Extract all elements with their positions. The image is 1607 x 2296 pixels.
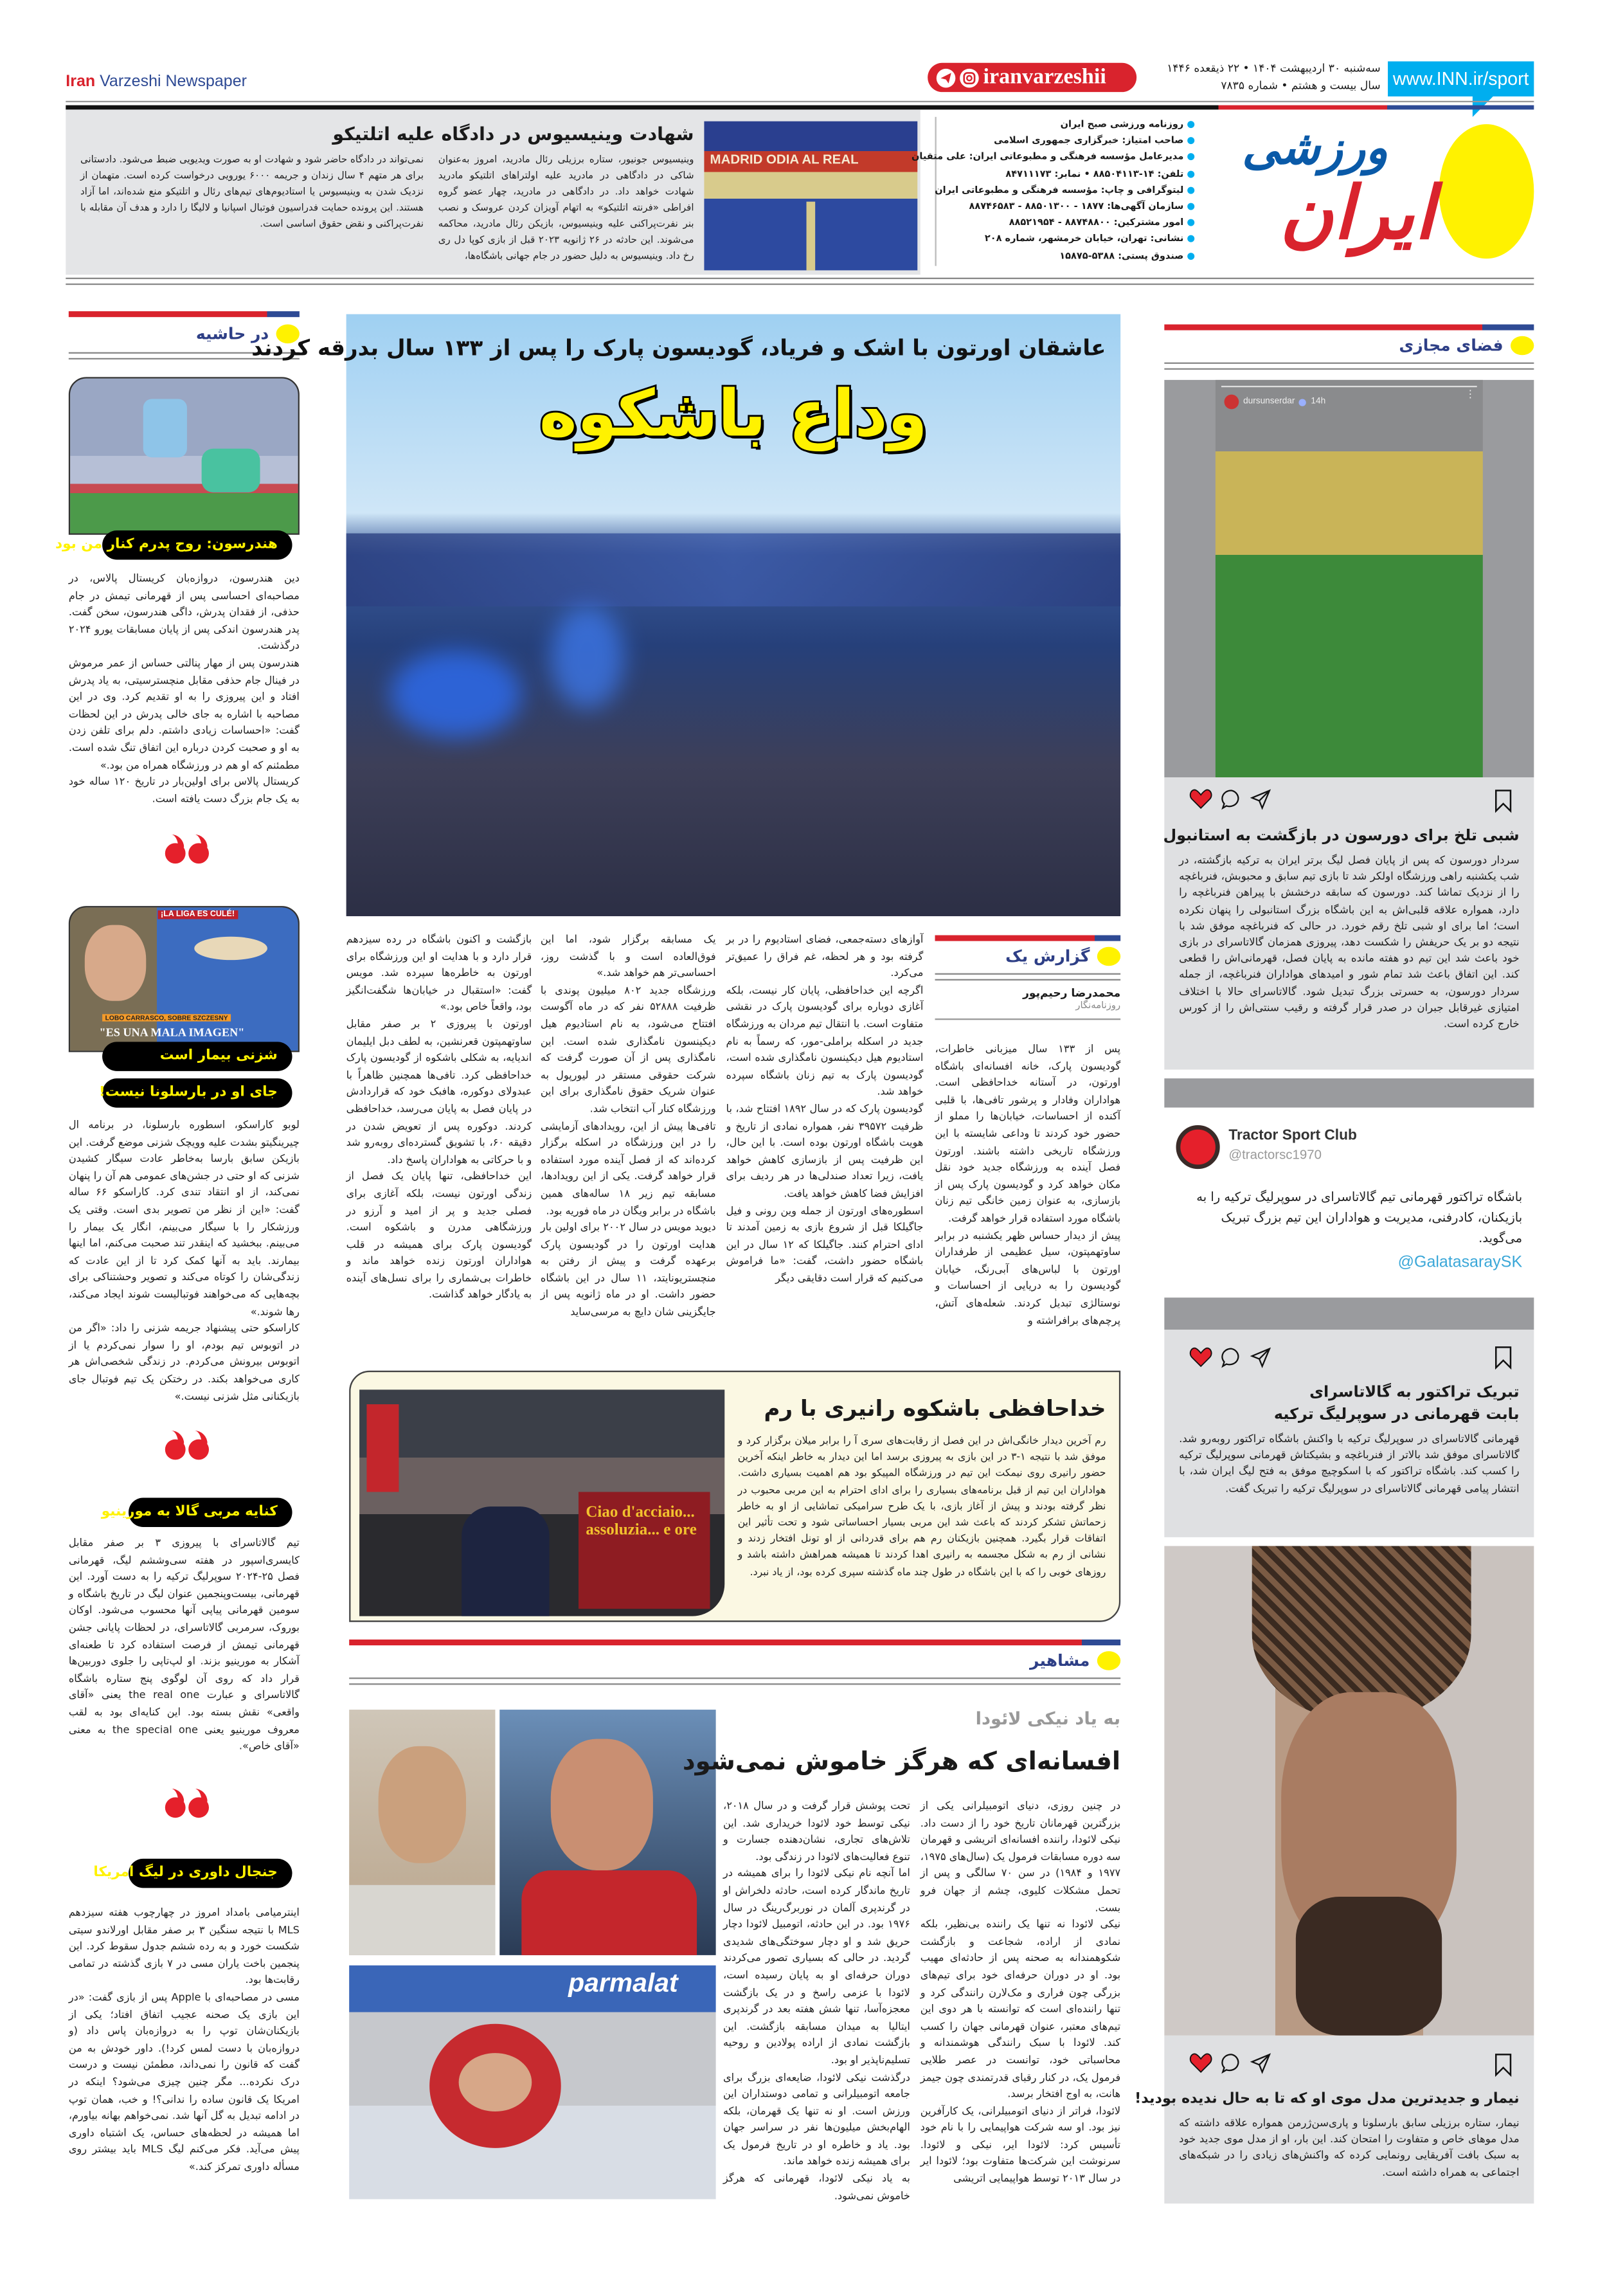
masthead-line: ● صاحب امتیاز: خبرگزاری جمهوری اسلامی [994, 134, 1196, 147]
post-text: سردار دورسون که پس از پایان فصل لیگ برتر ایران به ترکیه بازگشته، در شب یکشنبه راهی ورزشگاه اولکر شد تا بازی تیم سابق و محبوبش، فنرباغچه را از نزدیک تماشا کند. دورسون که سابقه درخشش با پیراهن فنرباغچه را دارد، همواره علاقه قلبی‌اش به این باشگاه بزرگ استانبولی را پنهان نکرده است؛ اما برای او شبی تلخ رقم خورد. در حالی که فنرباغچه موفق شد با نتیجه دو بر یک حریفش را شکست دهد، پیروزی همزمان گالاتاسرای در بازی خود باعث شد این تیم دو هفته مانده به پایان فصل، قهرمانی‌اش را قطعی کند. این اتفاق باعث شد تمام شور و امیدهای هواداران فنرباغچه، از جمله سردار دورسون، به حسرتی بزرگ تبدیل شود. گالاتاسرای حالا با اختلاف امتیازی غیرقابل جبران در صدر قرار گرفته و رقیب سنتی‌اش را از کورس خارج کرده است. [1179, 853, 1520, 1031]
yellow-dot-icon [1097, 947, 1120, 966]
masthead-line: ● سازمان آگهی‌ها: ۱۸۷۷ - ۸۸۵۰۱۳۰۰ - ۸۸۷۴۶۵۸۳ [969, 200, 1196, 212]
section-heading [349, 1651, 1120, 1670]
bookmark-icon[interactable] [1495, 1346, 1512, 1369]
main-headline[interactable]: وداع باشکوه [539, 377, 928, 452]
gray-band [1164, 1078, 1534, 1107]
instagram-icon [960, 68, 979, 87]
photo-sponsor-text: parmalat [568, 1968, 678, 1998]
post-title[interactable] [1179, 1382, 1520, 1426]
telegram-icon [937, 68, 956, 87]
masthead-line: ● امور مشترکین: ۸۸۷۴۸۸۰۰ - ۸۸۵۲۱۹۵۴ [1009, 216, 1196, 229]
caption-mourinho[interactable]: کنایه مربی گالا به مورینیو [129, 1498, 292, 1527]
send-icon[interactable] [1250, 2053, 1271, 2074]
tweet-card [1164, 1108, 1534, 1297]
right-column-header [1164, 325, 1534, 370]
main-col-4: بازگشت و اکنون باشگاه در رده سیزدهم قرار دارد و با هدایت او این ورزشگاه برای اورتون به خاطره‌ها سپرده شد. مویس گفت: «استقبال در خیابان‌ها شگفت‌انگیز بود، واقعاً خاص بود.» اورتون با پیروزی ۲ بر صفر مقابل ساوتهمپتون قعرنشین، به لطف دبل ایلیمان اندیایه، به شکلی باشکوه از گودیسون پارک خداحافظی کرد. تافی‌ها همچنین ظاهراً با عبدولای دوکوره، هافبک خود که قراردادش در پایان فصل به پایان می‌رسد، خداحافظی کردند. دوکوره پس از تعویض شدن در دقیقه ۶۰، با تشویق گسترده‌ای روبه‌رو شد و با حرکاتی به هواداران پاسخ داد. این خداحافظی، تنها پایان یک فصل از زندگی اورتون نیست، بلکه آغازی برای فصلی جدید و پر از امید و آرزو در ورزشگاهی مدرن و باشکوه است. گودیسون پارک برای همیشه در قلب هواداران اورتون زنده خواهد ماند و خاطرات بی‌شماری را برای نسل‌های آینده به یادگار خواهد گذاشت. [346, 932, 532, 1301]
quote-icon [141, 843, 232, 863]
comment-icon[interactable] [1221, 2053, 1242, 2074]
instagram-story-frame [1164, 380, 1534, 777]
ranieri-photo [359, 1389, 724, 1616]
ranieri-banner-text: Ciao d'acciaio... assoluzia... e ore [586, 1503, 697, 1539]
verified-icon [1299, 398, 1306, 405]
main-col-3: یک مسابقه برگزار شود، اما این فوق‌العاده است و با گذشت روز، احساسی‌تر هم خواهد شد.» ورزشگاه جدید ۸۰۲ میلیون پوندی با ظرفیت ۵۲۸۸۸ نفر که در ماه آگوست افتتاح می‌شود، به نام استادیوم هیل دیکینسون نامگذاری شده است. این نامگذاری پس از آن صورت گرفت که شرکت حقوقی مستقر در لیورپول به عنوان شریک حقوق نامگذاری برای این ورزشگاه کنار آب انتخاب شد. تافی‌ها پیش از این، رویدادهای آزمایشی را در این ورزشگاه در اسکله برگزار کرده‌اند که از فصل آینده مورد استفاده قرار خواهد گرفت. یکی از این رویدادها، مسابقه تیم زیر ۱۸ ساله‌های همین باشگاه در برابر ویگان در ماه فوریه بود. دیوید مویس در سال ۲۰۰۲ برای اولین بار هدایت اورتون را در گودیسون پارک برعهده گرفت و پیش از رفتن به منچستریونایتد، ۱۱ سال در این باشگاه حضور داشت. او در ماه ژانویه پس از جایگزینی شان دایچ به مرسی‌ساید [540, 932, 716, 1319]
lauda-photo-1 [349, 1710, 495, 1955]
masthead-line: ● صندوق پستی: ۵۳۸۸-۱۵۸۷۵ [1059, 249, 1196, 261]
post-title-line: بابت قهرمانی در سوپرلیگ ترکیه [1273, 1406, 1520, 1424]
author-role: روزنامه‌نگار [1075, 999, 1121, 1011]
post-card [1164, 777, 1534, 1070]
issue-number: سال بیست و هشتم • شماره ۷۸۳۵ [1221, 78, 1381, 93]
masthead-line: ● لیتوگرافی و چاپ: مؤسسه فرهنگی و مطبوعاتی ایران [935, 183, 1196, 196]
tweet-mention-link[interactable]: @GalatasaraySK [1397, 1253, 1523, 1272]
comment-icon[interactable] [1221, 1347, 1242, 1368]
post-actions [1189, 789, 1271, 809]
stadium-story-photo [1216, 380, 1483, 777]
story-username[interactable]: dursunserdar [1243, 397, 1295, 406]
more-icon[interactable]: ⋮ [1465, 388, 1476, 401]
post-text: نیمار، ستاره برزیلی سابق بارسلونا و پاری‌سن‌ژرمن همواره علاقه داشته که مدل موهای خاص و متفاوت را امتحان کند. این بار، او از مدل موی جدید خود به سبک بافت آفریقایی رونمایی کرده که واکنش‌های زیادی را در شبکه‌های اجتماعی به همراه داشته است. [1179, 2115, 1520, 2178]
heart-icon[interactable] [1189, 1347, 1212, 1368]
main-col-1: پس از ۱۳۳ سال میزبانی خاطرات، گودیسون پارک، خانه افسانه‌ای باشگاه اورتون، در آستانه خداحافظی است. هواداران وفادار و پرشور تافی‌ها، با قلبی آکنده از احساسات، خیابان‌ها را مملو از حضور خود کردند تا وداعی شایسته با این ورزشگاه تاریخی داشته باشند. اورتون فصل آینده به ورزشگاه جدید خود نقل مکان خواهد کرد و گودیسون پارک پس از بازسازی، به عنوان زمین خانگی تیم زنان باشگاه مورد استفاده قرار خواهد گرفت. پیش از دیدار حساس ظهر یکشنبه در برابر ساوتهمپتون، سیل عظیمی از طرفداران اورتون با لباس‌های آبی‌رنگ، خیابان گودیسون را به دریایی از احساسات و نوستالژی تبدیل کردند. شعله‌های آتش، پرچم‌های برافراشته و [935, 1042, 1121, 1326]
yellow-dot-icon [1097, 1651, 1120, 1670]
social-handle: iranvarzeshii [983, 66, 1106, 89]
section-bar [1164, 325, 1534, 330]
post-title[interactable]: نیمار و جدیدترین مدل موی او که تا به حال ندیده بودید! [1135, 2091, 1520, 2108]
section-heading [935, 947, 1121, 966]
comment-icon[interactable] [1221, 789, 1242, 809]
tweet-name[interactable]: Tractor Sport Club [1228, 1128, 1357, 1144]
top-story-title[interactable]: شهادت وینیسیوس در دادگاه علیه اتلتیکو [332, 122, 694, 145]
website-link[interactable] [1388, 61, 1534, 96]
header-color-rule [66, 105, 1534, 110]
heart-icon[interactable] [1189, 2053, 1212, 2074]
send-icon[interactable] [1250, 1347, 1271, 1368]
website-url: www.INN.ir/sport [1392, 68, 1529, 89]
post-title-line: تبریک تراکتور به گالاتاسرای [1309, 1384, 1520, 1402]
ranieri-box [349, 1371, 1120, 1622]
divider [935, 973, 1121, 981]
bookmark-icon[interactable] [1495, 789, 1512, 812]
story-text: تیم گالاتاسرای با پیروزی ۳ بر صفر مقابل کایسری‌اسپور در هفته سی‌وششم لیگ، قهرمانی فصل ۲۵-۲۰۲۴ سوپرلیگ ترکیه را به دست آورد. این قهرمانی، بیست‌وپنجمین عنوان لیگ در تاریخ باشگاه و سومین قهرمانی پیاپی آنها محسوب می‌شود. اوکان بوروک، سرمربی گالاتاسرای، در لحظات پایانی جشن قهرمانی تیمش از فرصت استفاده کرد تا طعنه‌ای آشکار به مورینیو بزند. او لپ‌تاپی را جلوی دوربین‌ها قرار داد که روی آن لوگوی پنج ستاره باشگاه گالاتاسرای و عبارت the real one یعنی «آقای واقعی» نقش بسته بود. این کنایه‌ای بود به لقب معروف مورینیو یعنی the special one به معنی «آقای خاص». [68, 1535, 300, 1753]
section-title: فضای مجازی [1399, 336, 1504, 356]
section-title: در حاشیه [195, 324, 269, 344]
henderson-photo [69, 377, 300, 534]
ranieri-text: رم آخرین دیدار خانگی‌اش در این فصل از رقابت‌های سری آ را برابر میلان برگزار کرد و موفق شد با نتیجه ۱-۳ در این بازی به پیروزی برسد اما این دیدار به خاطر اینکه آخرین حضور رانیری روی نیمکت این تیم در ورزشگاه المپیکو بود هم اهمیت بسیاری داشت. هواداران این تیم از قبل برنامه‌های بسیاری را برای ادای احترام به این مربی محبوب در نظر گرفته بودند و پیش از آغاز بازی، با یک طرح سرامیکی تماشایی از او به خاطر زحماتش تشکر کردند که باعث شد این مربی بسیار احساساتی شود و تحت تأثیر این اتفاقات قرار بگیرد. همچنین بازیکنان رم هم برای قدردانی از او تونل افتخار زدند و نشانی از رم به شکل مجسمه به رانیری اهدا کردند تا همیشه همراهش داشته باشد و روزهای خوبی را که با این باشگاه در طول چند ماه گذشته سپری کرده بود، از یاد نبرد. [737, 1434, 1106, 1578]
post-card [1164, 1330, 1534, 1537]
main-col-2: آوازهای دسته‌جمعی، فضای استادیوم را در بر گرفته بود و هر لحظه، غم فراق را عمیق‌تر می‌کرد. اگرچه این خداحافظی، پایان کار نیست، بلکه آغازی دوباره برای گودیسون پارک در نقشی متفاوت است. با انتقال تیم مردان به ورزشگاه جدید در اسکله براملی-مور، که رسماً به نام استادیوم هیل دیکینسون نامگذاری شده است، گودیسون پارک به تیم زنان باشگاه سپرده خواهد شد. گودیسون پارک که در سال ۱۸۹۲ افتتاح شد، با ظرفیت ۳۹۵۷۲ نفر، همواره نمادی از تاریخ و هویت باشگاه اورتون بوده است. با این حال، این ظرفیت پس از بازسازی کاهش خواهد یافت، زیرا تعداد صندلی‌ها در هر ردیف برای افزایش فضا کاهش خواهد یافت. اسطوره‌های اورتون از جمله وین رونی و فیل جاگیلکا قبل از شروع بازی به زمین آمدند تا ادای احترام کنند. جاگیلکا که ۱۲ سال در این باشگاه حضور داشت، گفت: «ما فراموش می‌کنیم که قرار است دقایقی دیگر [726, 932, 924, 1285]
story-text: اینترمیامی بامداد امروز در چهارچوب هفته سیزدهم MLS با نتیجه سنگین ۳ بر صفر مقابل اورلاندو سیتی شکست خورد و به رده ششم جدول سقوط کرد. این پنجمین باخت یاران مسی در ۷ بازی گذشته در تمامی رقابت‌ها بود. مسی در مصاحبه‌ای با Apple پس از بازی گفت: «در این بازی یک صحنه عجیب اتفاق افتاد؛ یکی از بازیکنان‌شان توپ را به دروازه‌بان پاس داد (و دروازه‌بان با دست لمس کرد!). داور خودش به من گفت که قانون را نمی‌داند، مطمئن نیست و درست درک نکرده... مگر چنین چیزی می‌شود؟ اینکه در امریکا یک قانون ساده را ندانی؟! و خب، همان توپ در ادامه تبدیل به گل آنها شد. نمی‌خواهم بهانه بیاورم، اما همیشه در لحظه‌های حساس، یک اشتباه داوری پیش می‌آید. فکر می‌کنم لیگ MLS باید بیشتر روی مسأله داوری تمرکز کند.» [68, 1905, 300, 2173]
brand-english [66, 73, 247, 91]
header-rule [66, 101, 1534, 102]
header-bottom-rule [66, 278, 1534, 285]
caption-szczesny-1[interactable]: شزنی بیمار است [102, 1042, 292, 1071]
section-bar [935, 936, 1121, 941]
logo [1212, 120, 1446, 273]
story-header [1225, 395, 1326, 410]
issue-date: سه‌شنبه ۳۰ اردیبهشت ۱۴۰۴ • ۲۲ ذیقعده ۱۴۴۶ [1167, 61, 1381, 75]
post-card [1135, 2036, 1534, 2203]
issue-info [1140, 60, 1381, 95]
bookmark-icon[interactable] [1495, 2053, 1512, 2076]
top-story-box [66, 109, 920, 275]
yellow-dot-icon [1511, 336, 1534, 356]
quote-icon [141, 1440, 232, 1460]
story-text: لوبو کاراسکو، اسطوره بارسلونا، در برنامه ال چیرینگیتو بشدت علیه وویچک شزنی موضع گرفت. این بازیکن سابق بارسا به‌خاطر عادت سیگار کشیدن شزنی که او حتی در جشن‌های عمومی هم آن را پنهان نمی‌کند، از او انتقاد تندی کرد. کاراسکو ۶۶ ساله گفت: «این از نظر من تصویر بدی است. وقتی یک ورزشکار را با سیگار می‌بینم، انگار یک بیمار را می‌بینم. ببخشید که اینقدر تند صحبت می‌کنم، اما اینها بیمارند. باید به آنها کمک کرد تا از این عادت که زندگی‌شان را کوتاه می‌کند و تصویر وحشتناکی برای بچه‌هایی که می‌خواهند فوتبالیست شوند ایجاد می‌کند، رها شوند.» کاراسکو حتی پیشنهاد جریمه شزنی را داد: «اگر من در اتوبوس تیم بودم، او را سوار نمی‌کردم یا از اتوبوس بیرونش می‌کردم. در زندگی شخصی‌اش هر کاری می‌خواهد بکند. در رختکن یک تیم فوتبال جای بازیکنانی مثل شزنی نیست.» [68, 1117, 300, 1402]
photo-banner-text: ¡LA LIGA ES CULÉ! [157, 910, 237, 919]
lauda-kicker: به یاد نیکی لائودا [975, 1708, 1121, 1729]
masthead-line: ● روزنامه ورزشی صبح ایران [1060, 118, 1196, 131]
logo-word-red: ایران [1279, 170, 1435, 256]
gray-band [1164, 1297, 1534, 1330]
report-label: گزارش یک [1005, 946, 1090, 966]
neymar-photo [1164, 1546, 1534, 2036]
lauda-col-1: در چنین روزی، دنیای اتومبیلرانی یکی از بزرگترین قهرمانان تاریخ خود را از دست داد. نیکی لائودا، راننده افسانه‌ای اتریشی و قهرمان سه دوره مسابقات فرمول یک (سال‌های ۱۹۷۵، ۱۹۷۷ و ۱۹۸۴) در سن ۷۰ سالگی و پس از تحمل مشکلات کلیوی، چشم از جهان فرو بست. نیکی لائودا نه تنها یک راننده بی‌نظیر، بلکه نمادی از اراده، شجاعت و بازگشت شکوهمندانه به صحنه پس از حادثه‌ای مهیب بود. او در دوران حرفه‌ای خود برای تیم‌های بزرگی چون فراری و مک‌لارن رانندگی کرد و تنها راننده‌ای است که توانسته با هر دوی این تیم‌های معتبر، عنوان قهرمانی جهان را کسب کند. لائودا با سبک رانندگی هوشمندانه و محاسباتی خود، توانست در عصر طلایی فرمول یک، در کنار رقبای قدرتمندی چون جیمز هانت، به اوج افتخار برسد. لائودا، فراتر از دنیای اتومبیلرانی، یک کارآفرین نیز بود. او سه شرکت هواپیمایی را با نام خود تأسیس کرد: لائودا ایر، نیکی و لائودا. سرنوشت این شرکت‌ها متفاوت بود؛ لائودا ایر در سال ۲۰۱۳ توسط هواپیمایی اتریشی [920, 1798, 1121, 2185]
section-bar [69, 311, 300, 317]
lauda-header [349, 1640, 1120, 1685]
top-story-photo [704, 122, 917, 271]
section-bar [349, 1640, 1120, 1645]
divider [1164, 363, 1534, 370]
top-story-col2: نمی‌تواند در دادگاه حاضر شود و شهادت او به صورت ویدیویی ضبط می‌شود. دادستانی برای هر متهم ۴ سال زندان و جریمه ۶۰۰۰ یورویی درخواست کرده است. متهمان از نزدیک شدن به وینیسیوس یا استادیوم‌های تیم‌های رئال و اتلتیکو منع شده‌اند، اما آزاد هستند. این پرونده حمایت فدراسیون فوتبال اسپانیا و لالیگا را دارد و هدف آن مقابله با نفرت‌پراکنی و نقض حقوق اساسی است. [80, 153, 424, 230]
story-text: دین هندرسون، دروازه‌بان کریستال پالاس، در مصاحبه‌ای احساسی پس از قهرمانی تیمش در جام حذفی، از فقدان پدرش، داگی هندرسون، سخن گفت. پدر هندرسون اندکی پس از پایان مسابقات یورو ۲۰۲۴ درگذشت. هندرسون پس از مهار پنالتی حساس از عمر مرموش در فینال جام حذفی مقابل منچسترسیتی، به یاد پدرش افتاد و این پیروزی را به او تقدیم کرد. وی در این مصاحبه با اشاره به جای خالی پدرش در این لحظات گفت: «احساسات زیادی داشتم. دلم برای تلفن زدن به او و صحبت کردن درباره این اتفاق تنگ شده است. مطمئنم که او هم در ورزشگاه همراه من بود.» کریستال پالاس برای اولین‌بار در تاریخ ۱۲۰ ساله خود به یک جام بزرگ دست یافته است. [68, 571, 300, 805]
report-header [935, 936, 1121, 1020]
logo-yellow-circle [1439, 124, 1534, 258]
social-handle-pill[interactable] [928, 63, 1136, 92]
lauda-col-2: تحت پوشش قرار گرفت و در سال ۲۰۱۸، نیکی توسط خود لائودا خریداری شد. این تلاش‌های تجاری، نشان‌دهنده جسارت و تنوع فعالیت‌های لائودا در زندگی بود. اما آنچه نام نیکی لائودا را برای همیشه در تاریخ ماندگار کرده است، حادثه دلخراش او در گرندپری آلمان در نوربرگ‌رینگ در سال ۱۹۷۶ بود. در این حادثه، اتومبیل لائودا دچار حریق شد و او دچار سوختگی‌های شدیدی گردید. در حالی که بسیاری تصور می‌کردند دوران حرفه‌ای او به پایان رسیده است، لائودا با عزمی راسخ و در یک بازگشت معجزه‌آسا، تنها شش هفته بعد در گرندپری ایتالیا به میدان مسابقه بازگشت. این بازگشت نمادی از اراده پولادین و روحیه تسلیم‌ناپذیر او بود. درگذشت نیکی لائودا، ضایعه‌ای بزرگ برای جامعه اتومبیلرانی و تمامی دوستداران این ورزش است. او نه تنها یک قهرمان، بلکه الهام‌بخش میلیون‌ها نفر در سراسر جهان بود. یاد و خاطره او در تاریخ فرمول یک برای همیشه زنده خواهد ماند. به یاد نیکی لائودا، قهرمانی که هرگز خاموش نمی‌شود. [723, 1798, 910, 2202]
send-icon[interactable] [1250, 789, 1271, 809]
post-actions [1189, 1347, 1271, 1368]
post-actions [1189, 2053, 1271, 2074]
lauda-photo-3 [349, 1966, 715, 2200]
main-kicker[interactable]: عاشقان اورتون با اشک و فریاد، گودیسون پارک را پس از ۱۳۳ سال بدرقه کردند [251, 334, 1106, 361]
author-name: محمدرضا رحیم‌پور [1023, 986, 1121, 1000]
story-time: 14h [1311, 397, 1326, 406]
post-title[interactable]: شبی تلخ برای دورسون در بازگشت به استانبول [1163, 827, 1520, 845]
carrasco-photo [69, 906, 300, 1052]
quote-icon [141, 1797, 232, 1818]
masthead-line: ● نشانی: تهران، خیابان خرمشهر، شماره ۲۰۸ [984, 233, 1196, 245]
section-heading [1164, 336, 1534, 356]
caption-henderson[interactable]: هندرسون: روح پدرم کنار من بود [102, 530, 292, 559]
photo-quote-text: "ES UNA MALA IMAGEN" [99, 1026, 245, 1039]
banner-text: MADRID ODIA AL REAL [710, 152, 859, 167]
section-title: مشاهیر [1030, 1651, 1090, 1670]
photo-lower-third: LOBO CARRASCO, SOBRE SZCZESNY [102, 1014, 231, 1021]
divider [349, 1677, 1120, 1685]
masthead-info [911, 117, 1196, 266]
avatar[interactable] [1225, 395, 1239, 410]
caption-szczesny-2[interactable]: جای او در بارسلونا نیست! [102, 1078, 292, 1107]
post-text: قهرمانی گالاتاسرای در سوپرلیگ ترکیه با واکنش باشگاه تراکتور روبه‌رو شد. گالاتاسرای موفق شد بالاتر از فنرباغچه و بشیکتاش قهرمانی سوپرلیگ ترکیه را کسب کند. باشگاه تراکتور که با اسکوچیچ موفق به فتح لیگ ایران شد، با انتشار پیامی قهرمانی گالاتاسرای در سوپرلیگ ترکیه را تبریک گفت. [1179, 1432, 1520, 1495]
masthead-line: ● مدیرعامل مؤسسه فرهنگی و مطبوعاتی ایران: علی متقیان [911, 151, 1196, 163]
masthead-line: ● تلفن: ۱۴-۸۸۵۰۴۱۱۳ • نمابر: ۸۴۷۱۱۱۷۳ [1005, 167, 1196, 179]
caption-mls[interactable]: جنجال داوری در لیگ امریکا [129, 1859, 292, 1888]
lauda-headline[interactable]: افسانه‌ای که هرگز خاموش نمی‌شود [682, 1748, 1121, 1777]
top-story-col1: وینیسیوس جونیور، ستاره برزیلی رئال مادرید، امروز به‌عنوان شاکی در دادگاهی در مادرید علیه اولتراهای اتلتیکو مادرید شهادت خواهد داد. در دادگاهی در مادرید، چهار عضو گروه افراطی «فرنته اتلتیکو» به اتهام آویزان کردن عروسک و نصب بنر نفرت‌پراکنی علیه وینیسیوس، بازیکن رئال مادرید، محاکمه می‌شوند. این حادثه در ۲۶ ژانویه ۲۰۲۳ قبل از بازی کوپا دل ری رخ داد. وینیسیوس به دلیل حضور در جام جهانی باشگاه‌ها، [438, 153, 694, 262]
logo-word-blue: ورزشی [1242, 120, 1388, 176]
tweet-handle[interactable]: @tractorsc1970 [1228, 1147, 1322, 1162]
brand-english-rest: Varzeshi Newspaper [100, 73, 247, 91]
tractor-logo-avatar[interactable] [1176, 1125, 1220, 1169]
ranieri-title[interactable]: خداحافظی باشکوه رانیری با رم [764, 1395, 1106, 1422]
brand-english-red: Iran [66, 73, 96, 91]
heart-icon[interactable] [1189, 789, 1212, 809]
tweet-text: باشگاه تراکتور قهرمانی تیم گالاتاسرای در سوپرلیگ ترکیه را به بازیکنان، کادرفنی، مدیریت و هواداران این تیم بزرگ تبریک می‌گوید. [1196, 1191, 1523, 1247]
